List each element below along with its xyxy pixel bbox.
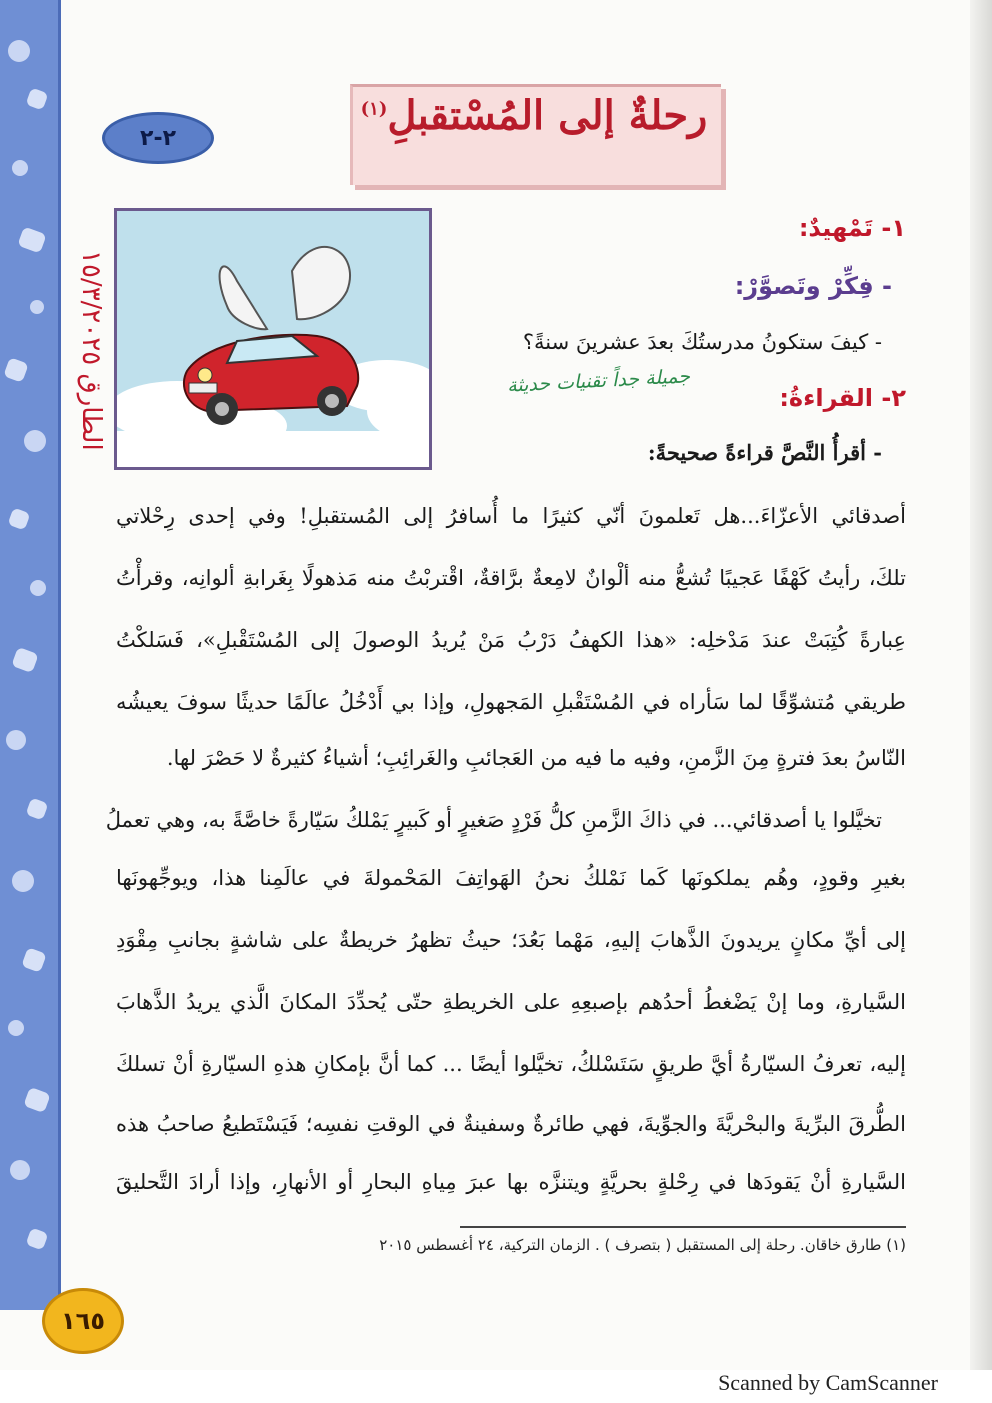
paragraph-line: تلكَ، رأيتُ كَهْفًا عَجيبًا تُشعُّ منه ألْوانٌ لامِعةٌ برَّاقةٌ، اقْتربْتُ منه مَذهولًا بِغَرابةِ ألوانِه، وقرأْتُ	[116, 566, 906, 590]
footnote: (١) طارق خاقان. رحلة إلى المستقبل ( بتصرف ) . الزمان التركية، ٢٤ أغسطس ٢٠١٥	[379, 1236, 906, 1254]
handwritten-answer: جميلة جداً تقنيات حديثة	[506, 365, 691, 397]
title-footnote-mark: (١)	[360, 98, 388, 120]
paragraph-line: الطُّرقَ البرِّيةَ والبحْريَّةَ والجوِّيةَ، فهي طائرةٌ وسفينةٌ في الوقتِ نفسِه؛ فَيَسْتَطيعُ صاحبُ هذه	[116, 1112, 906, 1136]
paragraph-line: عِبارةً كُتِبَتْ عندَ مَدْخلِه: «هذا الكهفُ دَرْبُ مَنْ يُريدُ الوصولَ إلى المُسْتَقْبلِ»، فَسَلكْتُ	[116, 628, 906, 652]
page-title	[350, 92, 718, 139]
page-edge-shadow	[970, 0, 992, 1370]
paragraph-line: طريقي مُتشوِّقًا لما سَأراه في المُسْتَقْبلِ المَجهولِ، وإذا بي أَدْخُلُ عالَمًا حديثًا سوفَ يعيشُه	[116, 690, 906, 714]
footnote-divider	[460, 1226, 906, 1228]
reading-heading: ٢- القراءةُ:	[779, 384, 906, 412]
paragraph-line: النّاسُ بعدَ فترةٍ مِنَ الزَّمنِ، وفيه ما فيه من العَجائبِ والغَرائِبِ؛ أشياءُ كثيرةٌ لا حَصْرَ لها.	[166, 746, 906, 770]
decorative-side-strip	[0, 0, 61, 1310]
lesson-badge: ٢-٢	[102, 112, 214, 164]
title-text: رحلةٌ إلى المُسْتقبلِ	[387, 92, 708, 139]
flying-car-illustration	[114, 208, 432, 470]
scanner-watermark: Scanned by CamScanner	[718, 1370, 938, 1395]
paragraph-line: تخيَّلوا يا أصدقائي... في ذاكَ الزَّمنِ كلُّ فَرْدٍ صَغيرٍ أو كَبيرٍ يَمْلكُ سَيّارةً خاصَّةً به، وهي تعملُ	[105, 808, 882, 832]
paragraph-line: بغيرِ وقودٍ، وهُم يملكونَها كَما نَمْلكُ نحنُ الهَواتِفَ المَحْمولةَ في عالَمِنا هذا، ويوجِّهونَها	[116, 866, 906, 890]
paragraph-line: السَّيارةِ، وما إنْ يَضْغطُ أحدُهم بإصبعِهِ على الخريطةِ حتّى يُحدِّدَ المكانَ الَّذي يريدُ الذَّهابَ	[116, 990, 906, 1014]
paragraph-line: إليه، تعرفُ السيّارةُ أيَّ طريقٍ سَتَسْلكُ، تخيَّلوا أيضًا ... كما أنَّ بإمكانِ هذهِ السيّارةِ أنْ تسلكَ	[116, 1052, 906, 1076]
page-number: ١٦٥	[42, 1288, 124, 1354]
reading-instruction: - أقرأُ النَّصَّ قراءةً صحيحةً:	[647, 440, 882, 465]
intro-question: - كيفَ ستكونُ مدرستُكَ بعدَ عشرينَ سنةً؟	[522, 330, 882, 354]
paragraph-line: أصدقائي الأعزّاءَ...هل تَعلمونَ أنّي كثيرًا ما أُسافرُ إلى المُستقبلِ! وفي إحدى رِحْلاتي	[116, 504, 906, 528]
intro-heading: ١- تَمْهيدٌ:	[798, 214, 906, 242]
paragraph-line: السَّيارةِ أنْ يَقودَها في رِحْلةٍ بحريَّةٍ ويتنزَّه بها عبرَ مِياهِ البحارِ أو الأنهارِ، وإذا أرادَ التَّحليقَ	[116, 1170, 906, 1194]
handwritten-margin-note: الطارق ١٥/٣/٢٠٢٥	[76, 250, 106, 451]
flying-car-icon	[117, 211, 429, 467]
intro-subheading: - فِكِّرْ وتَصوَّرْ:	[734, 272, 892, 300]
paragraph-line: إلى أيِّ مكانٍ يريدونَ الذَّهابَ إليهِ، مَهْما بَعُدَ؛ حيثُ تظهرُ خريطةٌ على شاشةٍ بجانبِ مِقْوَدِ	[116, 928, 906, 952]
